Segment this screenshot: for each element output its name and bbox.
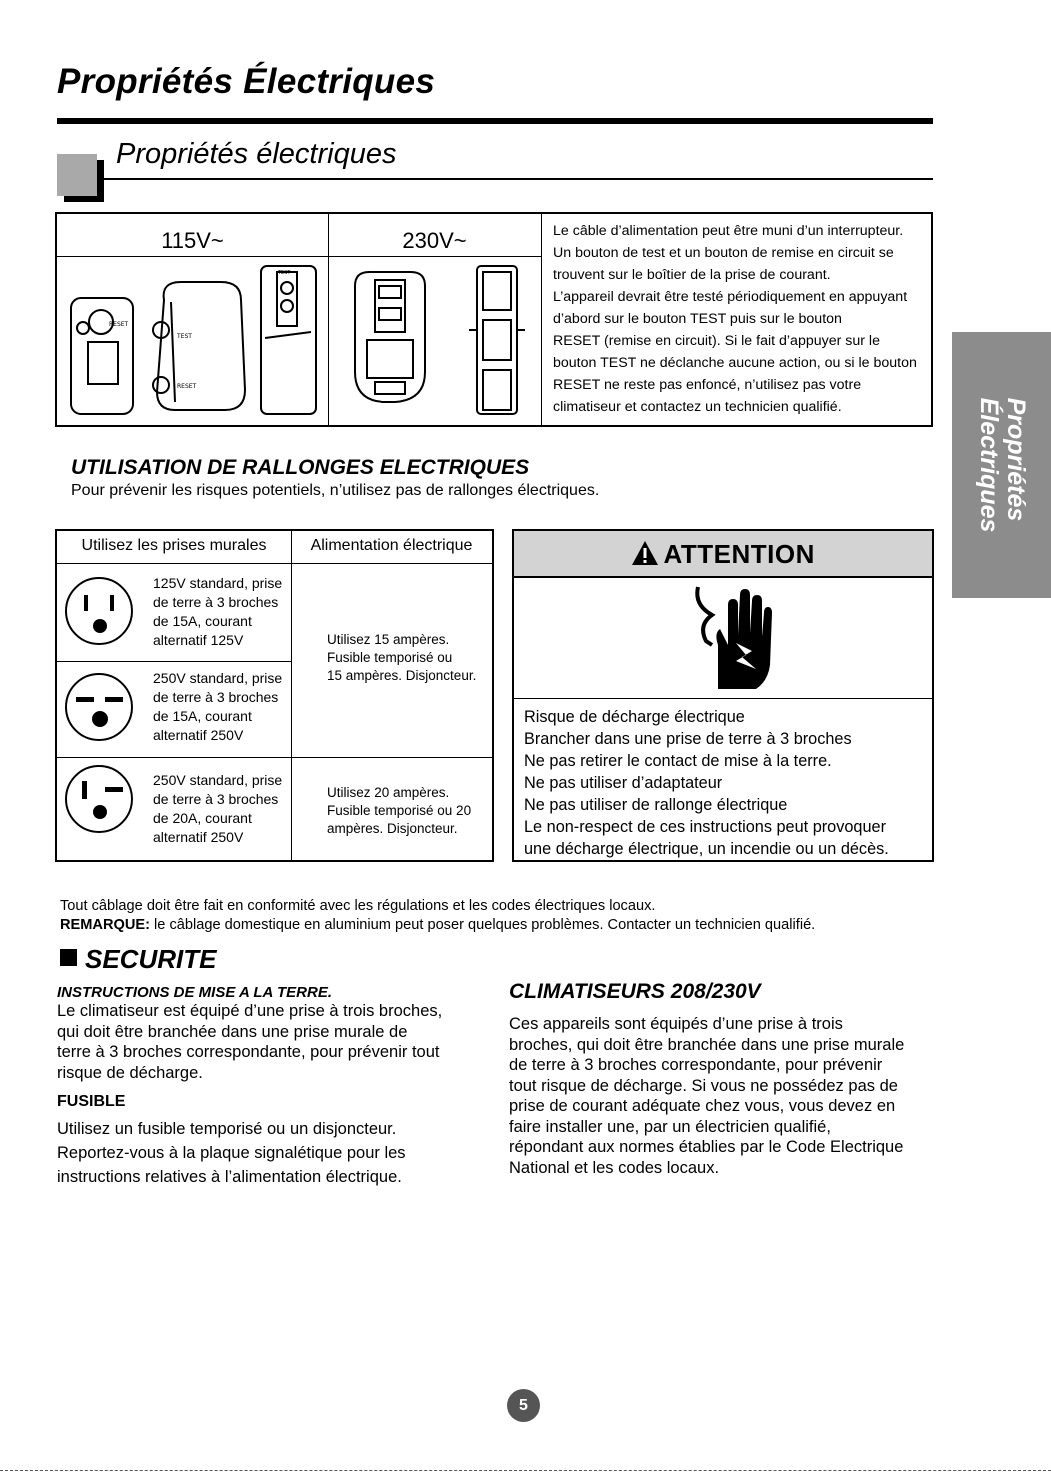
page-title: Propriétés Électriques — [57, 62, 436, 101]
test-mark: TEST — [177, 333, 192, 340]
spec-line: de 20A, courant — [153, 810, 252, 826]
securite-title: SECURITE — [85, 944, 217, 974]
clim-line: de terre à 3 broches correspondante, pour prévenir — [509, 1056, 883, 1074]
warning-triangle-icon — [631, 540, 659, 566]
grounding-title: INSTRUCTIONS DE MISE A LA TERRE. — [57, 984, 333, 1001]
voltage-table — [55, 212, 933, 427]
spec-line: de 15A, courant — [153, 708, 252, 724]
fuse-line: instructions relatives à l’alimentation électrique. — [57, 1168, 402, 1186]
fuse-line: Reportez-vous à la plaque signalétique pour les — [57, 1144, 406, 1162]
fuse-line: Utilisez un fusible temporisé ou un disjoncteur. — [57, 1120, 397, 1138]
amp-line: Utilisez 20 ampères. — [327, 785, 450, 800]
remark-text: le câblage domestique en aluminium peut poser quelques problèmes. Contacter un technicien qualifié. — [150, 917, 816, 933]
outlet-table — [55, 529, 494, 862]
outlet-125v-15a-icon — [65, 577, 133, 645]
clim-line: Ces appareils sont équipés d’une prise à trois — [509, 1015, 843, 1033]
section-rule — [104, 178, 933, 180]
spec-line: 250V standard, prise — [153, 772, 283, 788]
grounding-line: risque de décharge. — [57, 1063, 203, 1082]
remark-note — [60, 917, 815, 933]
side-tab-line: Électriques — [974, 397, 1003, 533]
clim-line: broches, qui doit être branchée dans une prise murale — [509, 1035, 905, 1054]
attention-box — [512, 529, 934, 862]
spec-line: de terre à 3 broches — [153, 791, 279, 807]
power-column-header: Alimentation électrique — [310, 537, 473, 554]
climatiseurs-column — [509, 980, 934, 1178]
switch-info — [553, 220, 931, 418]
spec-line: alternatif 250V — [153, 829, 244, 845]
spec-line: 125V standard, prise — [153, 575, 283, 591]
outlet-250v-20a-icon — [65, 765, 133, 833]
spec-line: de terre à 3 broches — [153, 594, 279, 610]
outlet-spec — [153, 669, 282, 745]
side-tab-text — [975, 398, 1029, 533]
remark-label: REMARQUE: — [60, 917, 150, 933]
info-line: Le câble d’alimentation peut être muni d’un interrupteur. — [553, 223, 904, 239]
attention-header — [514, 531, 932, 578]
attention-line: Le non-respect de ces instructions peut provoquer — [524, 818, 887, 836]
reset-mark: RESET — [177, 383, 197, 390]
attention-line: Brancher dans une prise de terre à 3 broches — [524, 730, 852, 748]
amp-line: Utilisez 15 ampères. — [327, 632, 450, 647]
test-mark: TEST — [278, 270, 291, 276]
bottom-dashed-rule — [0, 1470, 1051, 1471]
page-number: 5 — [507, 1389, 540, 1422]
plug-230v-illustration — [339, 260, 535, 420]
attention-line: Risque de décharge électrique — [524, 708, 745, 726]
side-tab — [952, 332, 1051, 598]
securite-heading — [60, 944, 216, 975]
voltage-115-label: 115V~ — [161, 228, 224, 253]
info-line: RESET (remise en circuit). Si le fait d’appuyer sur le — [553, 333, 880, 349]
grounding-line: qui doit être branchée dans une prise murale de — [57, 1022, 408, 1041]
spec-line: alternatif 125V — [153, 632, 244, 648]
divider — [514, 698, 932, 699]
spec-line: de terre à 3 broches — [153, 689, 279, 705]
spec-line: alternatif 250V — [153, 727, 244, 743]
amp-20-spec — [327, 784, 471, 838]
grounding-line: Le climatiseur est équipé d’une prise à trois broches, — [57, 1002, 443, 1020]
amp-15-spec — [327, 631, 476, 685]
divider — [57, 757, 492, 758]
amp-line: Fusible temporisé ou 20 — [327, 803, 472, 818]
amp-line: 15 ampères. Disjoncteur. — [327, 668, 477, 683]
voltage-230-label: 230V~ — [402, 228, 467, 253]
divider — [57, 661, 291, 662]
grounding-column — [57, 984, 497, 1189]
climatiseurs-text — [509, 1014, 934, 1178]
climatiseurs-title: CLIMATISEURS 208/230V — [509, 980, 761, 1003]
divider — [57, 563, 492, 564]
attention-line: Ne pas utiliser d’adaptateur — [524, 774, 723, 792]
section-title: Propriétés électriques — [116, 138, 397, 170]
side-tab-line: Propriétés — [1001, 397, 1030, 522]
wiring-note: Tout câblage doit être fait en conformité avec les régulations et les codes électriques locaux. — [60, 898, 656, 914]
amp-line: Fusible temporisé ou — [327, 650, 453, 665]
info-line: L’appareil devrait être testé périodiquement en appuyant — [553, 289, 908, 305]
spec-line: 250V standard, prise — [153, 670, 283, 686]
extension-cord-subtitle: Pour prévenir les risques potentiels, n’utilisez pas de rallonges électriques. — [71, 482, 600, 499]
clim-line: répondant aux normes établies par le Code Electrique — [509, 1138, 904, 1156]
spec-line: de 15A, courant — [153, 613, 252, 629]
divider — [57, 256, 541, 257]
attention-line: une décharge électrique, un incendie ou un décès. — [524, 840, 889, 858]
clim-line: tout risque de décharge. Si vous ne possédez pas de — [509, 1076, 898, 1095]
title-rule — [57, 118, 933, 124]
attention-text — [524, 706, 889, 860]
divider — [541, 214, 542, 425]
fuse-text — [57, 1117, 497, 1189]
outlet-250v-15a-icon — [65, 673, 133, 741]
info-line: RESET ne reste pas enfoncé, n’utilisez pas votre — [553, 377, 862, 393]
fuse-title: FUSIBLE — [57, 1093, 126, 1110]
clim-line: National et les codes locaux. — [509, 1158, 720, 1177]
info-line: climatiseur et contactez un technicien qualifié. — [553, 399, 842, 415]
info-line: trouvent sur le boîtier de la prise de courant. — [553, 267, 831, 283]
clim-line: prise de courant adéquate chez vous, vous devez en — [509, 1097, 896, 1115]
outlet-column-header: Utilisez les prises murales — [81, 537, 267, 554]
info-line: Un bouton de test et un bouton de remise en circuit se — [553, 245, 894, 261]
info-line: bouton TEST ne déclanche aucune action, ou si le bouton — [553, 355, 917, 371]
black-square-bullet-icon — [60, 949, 77, 966]
extension-cord-title: UTILISATION DE RALLONGES ELECTRIQUES — [71, 456, 530, 479]
electric-shock-hand-icon — [692, 585, 772, 695]
outlet-spec — [153, 574, 282, 650]
section-marker — [57, 154, 97, 196]
attention-line: Ne pas retirer le contact de mise à la terre. — [524, 752, 832, 770]
plug-115v-illustration — [61, 260, 323, 420]
attention-line: Ne pas utiliser de rallonge électrique — [524, 796, 788, 814]
amp-line: ampères. Disjoncteur. — [327, 821, 458, 836]
reset-mark: RESET — [109, 321, 129, 328]
grounding-text — [57, 1001, 497, 1083]
attention-label: ATTENTION — [663, 539, 815, 569]
clim-line: faire installer une, par un électricien qualifié, — [509, 1117, 831, 1136]
grounding-line: terre à 3 broches correspondante, pour prévenir tout — [57, 1043, 440, 1061]
divider — [291, 531, 292, 860]
outlet-spec — [153, 771, 282, 847]
info-line: d’abord sur le bouton TEST puis sur le bouton — [553, 311, 842, 327]
